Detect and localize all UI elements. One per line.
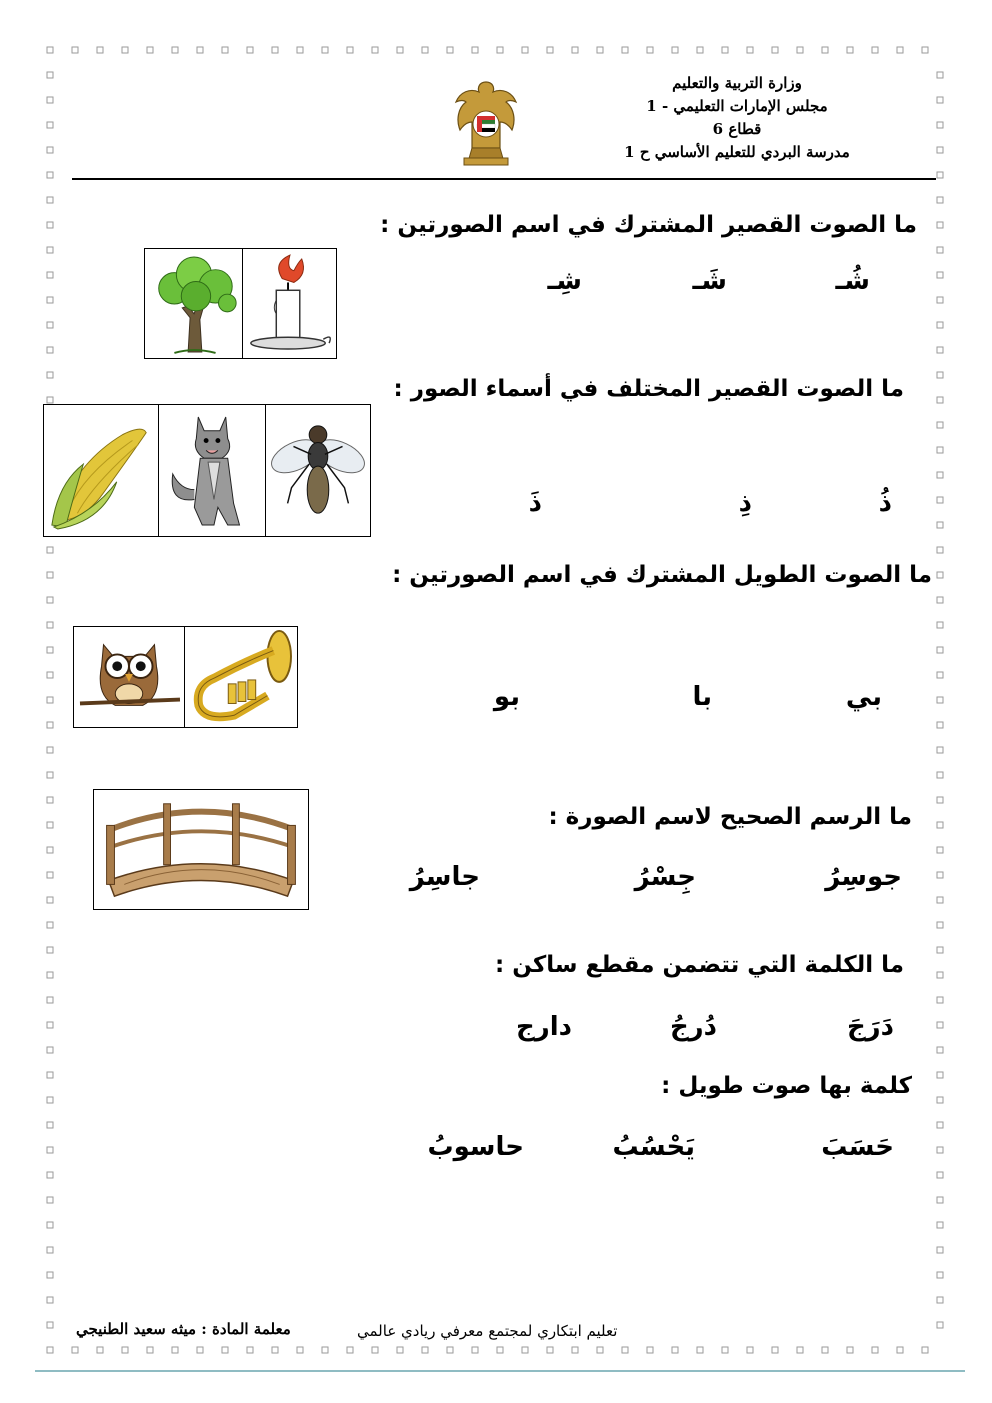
border-dot (147, 1347, 153, 1353)
border-dot (72, 1347, 78, 1353)
border-dot (47, 847, 53, 853)
border-dot (47, 47, 53, 53)
q1-option-2[interactable]: شَـ (692, 266, 727, 296)
border-dot (697, 1347, 703, 1353)
wolf-picture (158, 404, 267, 537)
border-dot (372, 1347, 378, 1353)
border-dot (47, 672, 53, 678)
border-dot (47, 622, 53, 628)
border-dot (937, 1072, 943, 1078)
border-dot (47, 222, 53, 228)
border-dot (47, 1122, 53, 1128)
border-dot (937, 747, 943, 753)
border-dot (272, 47, 278, 53)
border-dot (522, 47, 528, 53)
border-dot (697, 47, 703, 53)
border-dot (937, 497, 943, 503)
border-dot (547, 1347, 553, 1353)
border-dot (472, 1347, 478, 1353)
q5-option-1[interactable]: دَرَجَ (846, 1012, 894, 1042)
border-dot (297, 47, 303, 53)
tree-picture (144, 248, 244, 359)
uae-emblem (450, 78, 522, 168)
border-dot (747, 1347, 753, 1353)
border-dot (922, 47, 928, 53)
border-dot (937, 222, 943, 228)
q6-option-2[interactable]: يَحْسُبُ (612, 1132, 695, 1162)
border-dot (672, 47, 678, 53)
border-dot (572, 1347, 578, 1353)
border-dot (47, 97, 53, 103)
border-dot (872, 1347, 878, 1353)
border-dot (47, 1222, 53, 1228)
trumpet-picture (184, 626, 298, 728)
border-dot (47, 1047, 53, 1053)
border-dot (447, 1347, 453, 1353)
border-dot (47, 897, 53, 903)
q6-option-3[interactable]: حاسوبُ (427, 1132, 524, 1162)
border-dot (937, 122, 943, 128)
border-dot (897, 1347, 903, 1353)
footer-slogan: تعليم ابتكاري لمجتمع معرفي ريادي عالمي (357, 1322, 618, 1340)
border-dot (597, 1347, 603, 1353)
border-dot (922, 1347, 928, 1353)
bridge-picture (93, 789, 309, 910)
border-dot (397, 1347, 403, 1353)
border-dot (872, 47, 878, 53)
border-dot (937, 247, 943, 253)
border-dot (937, 1022, 943, 1028)
border-dot (472, 47, 478, 53)
border-dot (797, 1347, 803, 1353)
border-dot (247, 1347, 253, 1353)
border-dot (47, 797, 53, 803)
footer-line (35, 1370, 965, 1372)
border-dot (797, 47, 803, 53)
border-dot (47, 247, 53, 253)
border-dot (97, 47, 103, 53)
border-dot (937, 397, 943, 403)
q4-option-2[interactable]: جِسْرُ (634, 862, 696, 892)
q2-option-3[interactable]: ذَ (528, 488, 542, 518)
border-dot (937, 1272, 943, 1278)
border-dot (937, 197, 943, 203)
border-dot (937, 447, 943, 453)
border-dot (937, 1322, 943, 1328)
q3-option-1[interactable]: بي (845, 682, 882, 712)
ministry-name: وزارة التربية والتعليم (672, 74, 802, 92)
school-name: مدرسة البردي للتعليم الأساسي ح 1 (624, 143, 850, 161)
border-dot (197, 47, 203, 53)
border-dot (47, 72, 53, 78)
border-dot (937, 847, 943, 853)
border-dot (47, 597, 53, 603)
border-dot (297, 1347, 303, 1353)
border-dot (47, 722, 53, 728)
border-dot (937, 997, 943, 1003)
question-1: ما الصوت القصير المشترك في اسم الصورتين : (380, 212, 917, 238)
footer-teacher: معلمة المادة : ميثه سعيد الطنيجي (76, 1320, 291, 1338)
border-dot (937, 947, 943, 953)
border-dot (47, 1197, 53, 1203)
q4-option-3[interactable]: جاسِرُ (409, 862, 480, 892)
border-dot (937, 647, 943, 653)
q5-option-3[interactable]: دارج (516, 1012, 572, 1042)
border-dot (847, 1347, 853, 1353)
border-dot (47, 1272, 53, 1278)
border-dot (597, 47, 603, 53)
border-dot (772, 47, 778, 53)
border-dot (397, 47, 403, 53)
border-dot (47, 397, 53, 403)
border-dot (937, 147, 943, 153)
border-dot (47, 772, 53, 778)
border-dot (722, 1347, 728, 1353)
candle-picture (242, 248, 337, 359)
border-dot (47, 547, 53, 553)
border-dot (647, 47, 653, 53)
border-dot (937, 697, 943, 703)
border-dot (937, 922, 943, 928)
border-dot (937, 472, 943, 478)
border-dot (622, 1347, 628, 1353)
border-dot (937, 1122, 943, 1128)
border-dot (422, 1347, 428, 1353)
border-dot (47, 347, 53, 353)
q1-option-3[interactable]: شِـ (547, 266, 582, 296)
border-dot (47, 997, 53, 1003)
border-dot (47, 1322, 53, 1328)
border-dot (47, 647, 53, 653)
border-dot (372, 47, 378, 53)
border-dot (937, 547, 943, 553)
border-dot (347, 1347, 353, 1353)
border-dot (937, 597, 943, 603)
border-dot (47, 872, 53, 878)
border-dot (937, 722, 943, 728)
q6-option-1[interactable]: حَسَبَ (821, 1132, 894, 1162)
corn-picture (43, 404, 160, 537)
header-rule (72, 178, 936, 180)
border-dot (47, 572, 53, 578)
border-dot (772, 1347, 778, 1353)
q5-option-2[interactable]: دُرجُ (669, 1012, 717, 1042)
border-dot (937, 97, 943, 103)
border-dot (222, 47, 228, 53)
border-dot (937, 322, 943, 328)
border-dot (622, 47, 628, 53)
border-dot (497, 47, 503, 53)
border-dot (497, 1347, 503, 1353)
border-dot (322, 47, 328, 53)
border-dot (937, 1097, 943, 1103)
border-dot (822, 1347, 828, 1353)
border-dot (122, 1347, 128, 1353)
border-dot (937, 72, 943, 78)
border-dot (47, 747, 53, 753)
border-dot (937, 172, 943, 178)
border-dot (937, 822, 943, 828)
q2-option-2[interactable]: ذِ (738, 488, 752, 518)
border-dot (47, 1172, 53, 1178)
question-6: كلمة بها صوت طويل : (661, 1073, 912, 1099)
council-name: مجلس الإمارات التعليمي - 1 (646, 97, 828, 115)
owl-picture (73, 626, 185, 728)
q3-option-3[interactable]: بو (493, 682, 520, 712)
sector-name: قطاع 6 (712, 120, 762, 138)
border-dot (47, 1072, 53, 1078)
border-dot (47, 1247, 53, 1253)
border-dot (937, 1172, 943, 1178)
header-block (577, 72, 897, 164)
border-dot (322, 1347, 328, 1353)
border-dot (172, 47, 178, 53)
border-dot (937, 897, 943, 903)
border-dot (47, 147, 53, 153)
border-dot (937, 972, 943, 978)
border-dot (47, 197, 53, 203)
border-dot (937, 572, 943, 578)
border-dot (447, 47, 453, 53)
border-dot (47, 172, 53, 178)
border-dot (937, 1047, 943, 1053)
border-dot (47, 922, 53, 928)
fly-picture (265, 404, 371, 537)
border-dot (47, 1147, 53, 1153)
question-5: ما الكلمة التي تتضمن مقطع ساكن : (495, 952, 904, 978)
border-dot (347, 47, 353, 53)
border-dot (937, 1222, 943, 1228)
border-dot (937, 1297, 943, 1303)
border-dot (147, 47, 153, 53)
border-dot (47, 272, 53, 278)
border-dot (847, 47, 853, 53)
border-dot (572, 47, 578, 53)
border-dot (197, 1347, 203, 1353)
border-dot (172, 1347, 178, 1353)
border-dot (47, 1297, 53, 1303)
border-dot (47, 697, 53, 703)
border-dot (47, 297, 53, 303)
border-dot (122, 47, 128, 53)
border-dot (937, 347, 943, 353)
border-dot (47, 1097, 53, 1103)
border-dot (937, 872, 943, 878)
border-dot (47, 822, 53, 828)
border-dot (47, 947, 53, 953)
question-3: ما الصوت الطويل المشترك في اسم الصورتين : (392, 562, 932, 588)
border-dot (272, 1347, 278, 1353)
border-dot (247, 47, 253, 53)
q4-option-1[interactable]: جوسِرُ (825, 862, 902, 892)
border-dot (547, 47, 553, 53)
border-dot (937, 422, 943, 428)
border-dot (72, 47, 78, 53)
q3-option-2[interactable]: با (692, 682, 712, 712)
border-dot (47, 1347, 53, 1353)
border-dot (937, 372, 943, 378)
border-dot (47, 972, 53, 978)
border-dot (647, 1347, 653, 1353)
border-dot (937, 772, 943, 778)
border-dot (47, 322, 53, 328)
border-dot (937, 272, 943, 278)
border-dot (937, 622, 943, 628)
border-dot (47, 1022, 53, 1028)
border-dot (937, 1247, 943, 1253)
border-dot (522, 1347, 528, 1353)
border-dot (97, 1347, 103, 1353)
border-dot (822, 47, 828, 53)
border-dot (47, 372, 53, 378)
border-dot (937, 297, 943, 303)
border-dot (422, 47, 428, 53)
border-dot (722, 47, 728, 53)
border-dot (937, 797, 943, 803)
border-dot (937, 672, 943, 678)
question-2: ما الصوت القصير المختلف في أسماء الصور : (393, 376, 904, 402)
question-4: ما الرسم الصحيح لاسم الصورة : (548, 804, 912, 830)
q2-option-1[interactable]: ذُ (878, 488, 892, 518)
border-dot (937, 1197, 943, 1203)
border-dot (747, 47, 753, 53)
border-dot (937, 1147, 943, 1153)
border-dot (897, 47, 903, 53)
border-dot (672, 1347, 678, 1353)
border-dot (937, 522, 943, 528)
border-dot (47, 122, 53, 128)
border-dot (222, 1347, 228, 1353)
q1-option-1[interactable]: شُـ (835, 266, 870, 296)
